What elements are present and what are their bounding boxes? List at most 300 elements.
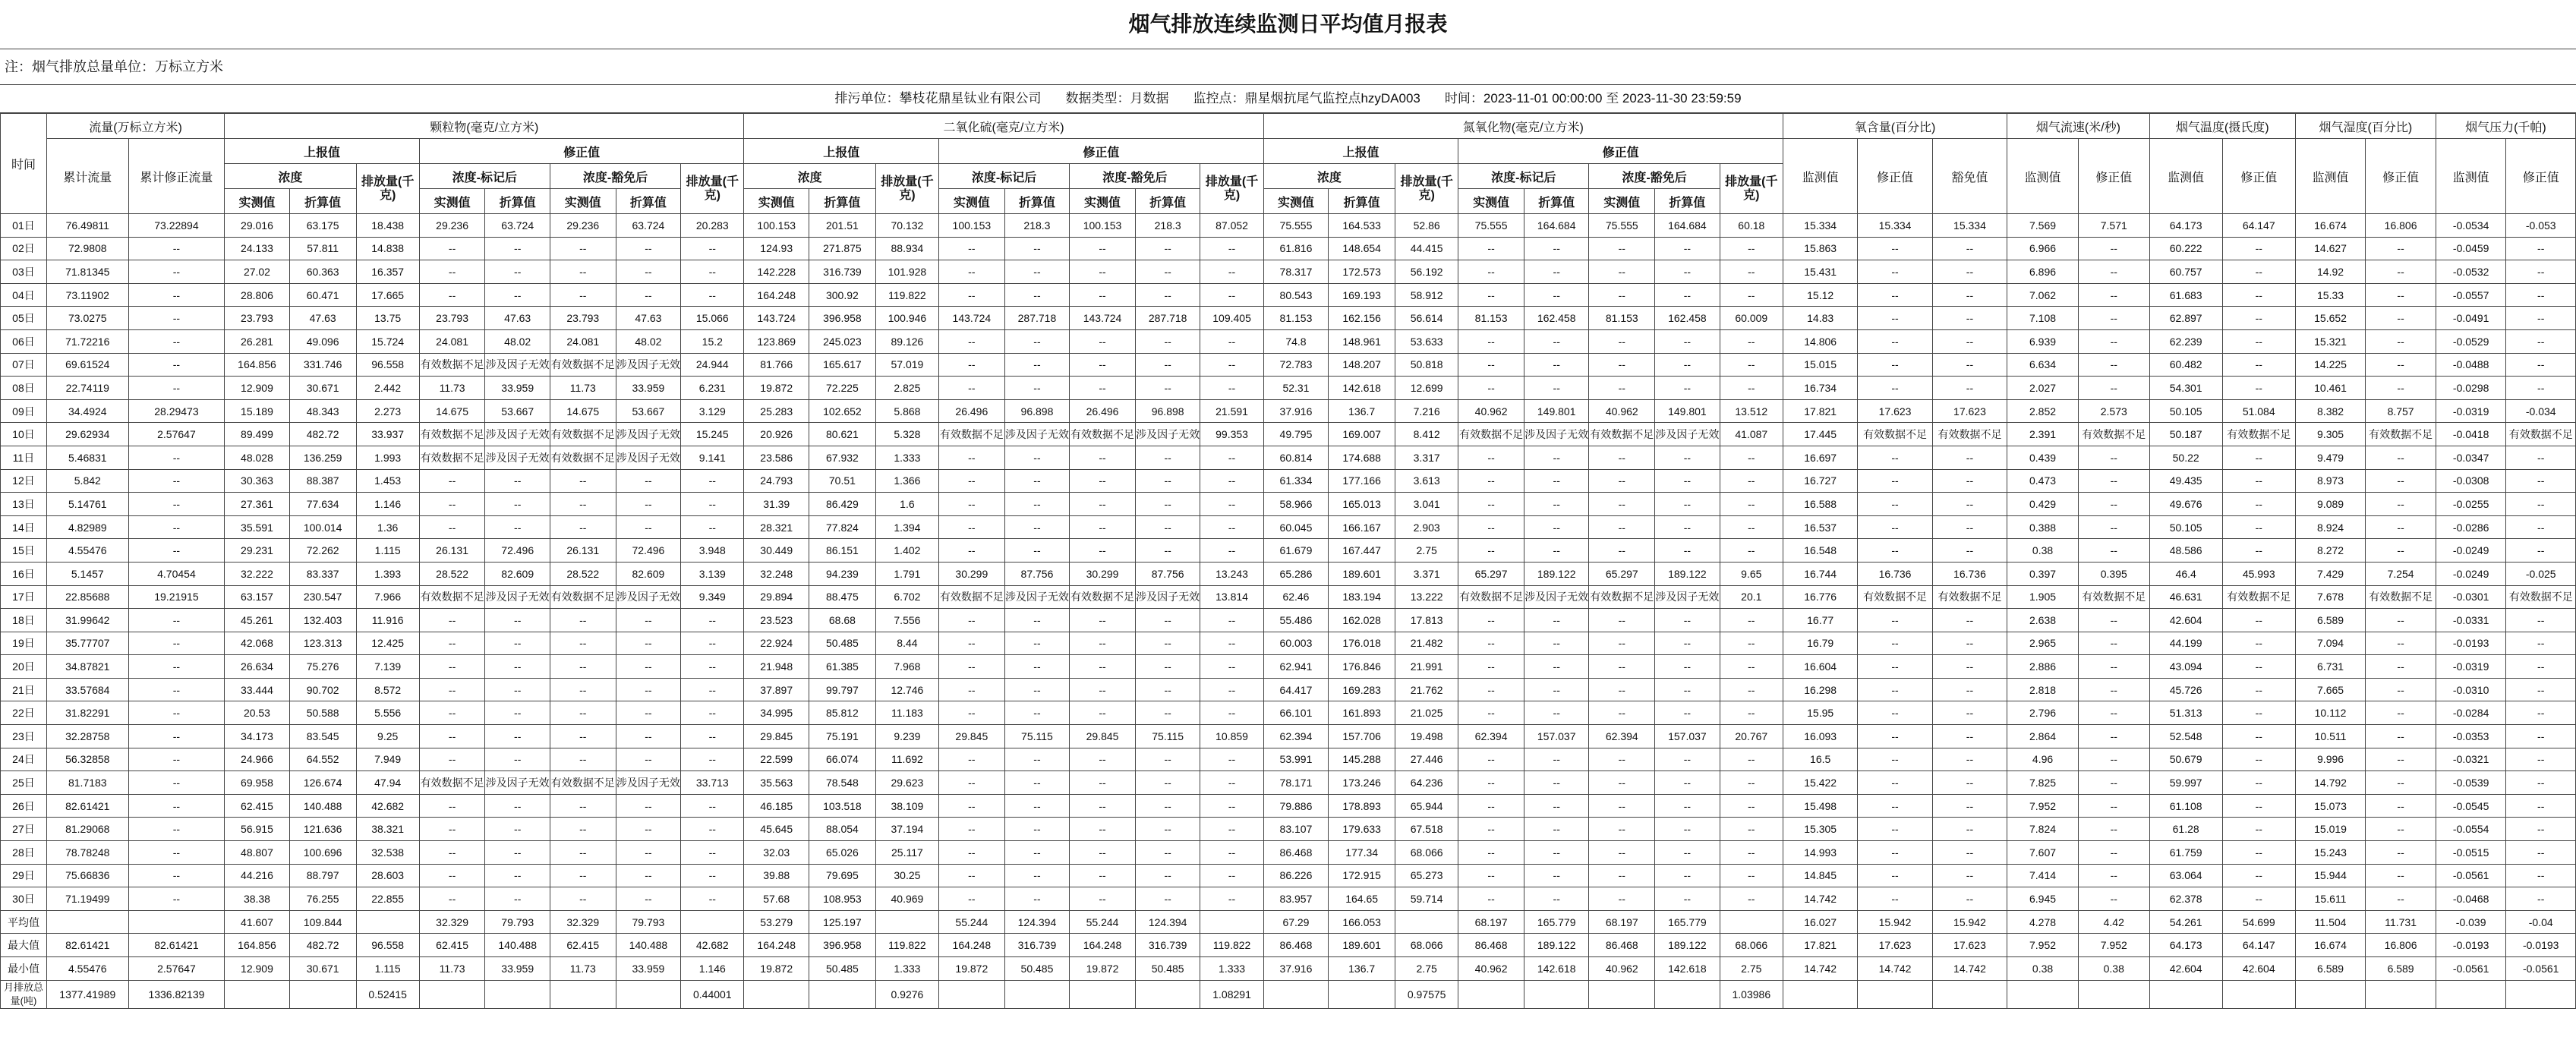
- data-cell: 50.485: [809, 632, 875, 655]
- data-cell: --: [1070, 283, 1136, 307]
- data-cell: --: [1458, 771, 1524, 795]
- data-cell: --: [1458, 446, 1524, 469]
- data-cell: --: [1070, 864, 1136, 887]
- data-cell: 有效数据不足: [1458, 585, 1524, 609]
- data-cell: 30.671: [289, 957, 356, 981]
- data-cell: --: [1070, 818, 1136, 841]
- data-cell: 13.75: [356, 307, 419, 330]
- data-cell: 0.97575: [1395, 980, 1458, 1008]
- data-cell: 71.19499: [46, 887, 128, 911]
- data-cell: 39.88: [744, 864, 809, 887]
- data-cell: --: [1524, 493, 1589, 516]
- data-cell: --: [550, 725, 616, 748]
- data-cell: 164.684: [1524, 214, 1589, 238]
- report-note: 注：烟气排放总量单位：万标立方米: [0, 49, 2576, 85]
- data-cell: 27.361: [225, 493, 290, 516]
- data-cell: -0.0554: [2436, 818, 2506, 841]
- data-cell: --: [1858, 469, 1932, 493]
- data-cell: --: [681, 864, 744, 887]
- data-cell: --: [419, 748, 485, 771]
- data-cell: --: [1070, 887, 1136, 911]
- data-cell: 23.793: [550, 307, 616, 330]
- data-cell: 59.714: [1395, 887, 1458, 911]
- data-cell: 涉及因子无效: [1655, 585, 1720, 609]
- data-cell: 43.094: [2149, 655, 2222, 679]
- data-cell: --: [1655, 632, 1720, 655]
- data-cell: --: [939, 237, 1005, 260]
- data-cell: -0.0249: [2436, 562, 2506, 585]
- data-cell: 42.682: [356, 794, 419, 818]
- data-cell: --: [2506, 701, 2576, 725]
- data-cell: 90.702: [289, 678, 356, 701]
- data-cell: 47.63: [485, 307, 550, 330]
- data-cell: --: [2222, 237, 2295, 260]
- data-cell: 16.604: [1783, 655, 1857, 679]
- data-cell: --: [616, 841, 681, 865]
- data-cell: --: [128, 377, 225, 400]
- data-cell: 7.556: [875, 609, 938, 632]
- data-cell: 12.909: [225, 377, 290, 400]
- data-cell: 有效数据不足: [2506, 585, 2576, 609]
- data-cell: --: [128, 515, 225, 539]
- data-cell: --: [485, 515, 550, 539]
- row-label-cell: 08日: [1, 377, 47, 400]
- data-cell: 14.675: [419, 399, 485, 423]
- table-row: [1, 609, 2576, 632]
- data-cell: 51.084: [2222, 399, 2295, 423]
- data-cell: 7.216: [1395, 399, 1458, 423]
- data-cell: --: [1135, 864, 1200, 887]
- data-cell: --: [2366, 539, 2436, 563]
- data-cell: 123.869: [744, 329, 809, 353]
- data-cell: 23.793: [419, 307, 485, 330]
- data-cell: --: [419, 678, 485, 701]
- data-cell: 15.33: [2295, 283, 2366, 307]
- data-cell: 29.231: [225, 539, 290, 563]
- data-cell: 14.742: [1858, 957, 1932, 981]
- data-cell: 83.545: [289, 725, 356, 748]
- data-cell: 26.131: [419, 539, 485, 563]
- data-cell: 73.22894: [128, 214, 225, 238]
- data-cell: --: [1720, 864, 1783, 887]
- header-so2-emission: 排放量(千克): [875, 164, 938, 214]
- data-cell: 32.538: [356, 841, 419, 865]
- data-cell: 14.845: [1783, 864, 1857, 887]
- data-cell: 19.21915: [128, 585, 225, 609]
- data-cell: --: [2078, 260, 2149, 284]
- data-cell: 32.03: [744, 841, 809, 865]
- data-cell: 49.096: [289, 329, 356, 353]
- data-cell: 47.63: [616, 307, 681, 330]
- data-cell: 78.317: [1263, 260, 1329, 284]
- data-cell: --: [1004, 748, 1070, 771]
- data-cell: 169.193: [1329, 283, 1395, 307]
- header-measured: 实测值: [1070, 189, 1136, 214]
- data-cell: 有效数据不足: [1932, 423, 2007, 446]
- data-cell: 28.29473: [128, 399, 225, 423]
- header-measured: 实测值: [419, 189, 485, 214]
- data-cell: 1.333: [1200, 957, 1263, 981]
- data-cell: --: [485, 237, 550, 260]
- data-cell: 201.51: [809, 214, 875, 238]
- data-cell: 53.633: [1395, 329, 1458, 353]
- data-cell: 5.46831: [46, 446, 128, 469]
- header-oxygen-corr: 修正值: [1858, 139, 1932, 214]
- header-humidity: 烟气湿度(百分比): [2295, 114, 2436, 139]
- data-cell: --: [128, 771, 225, 795]
- data-cell: 4.70454: [128, 562, 225, 585]
- data-cell: 75.276: [289, 655, 356, 679]
- data-cell: 15.321: [2295, 329, 2366, 353]
- data-cell: [1329, 980, 1395, 1008]
- data-cell: --: [550, 887, 616, 911]
- data-cell: --: [1524, 701, 1589, 725]
- row-label-cell: 13日: [1, 493, 47, 516]
- data-cell: 29.845: [1070, 725, 1136, 748]
- data-cell: 174.688: [1329, 446, 1395, 469]
- data-cell: --: [1458, 329, 1524, 353]
- data-cell: --: [1200, 655, 1263, 679]
- data-cell: --: [1524, 446, 1589, 469]
- data-cell: --: [1858, 609, 1932, 632]
- header-so2-reported: 上报值: [744, 139, 939, 164]
- data-cell: 88.797: [289, 864, 356, 887]
- data-cell: --: [1655, 260, 1720, 284]
- data-cell: --: [1135, 515, 1200, 539]
- data-cell: --: [1200, 841, 1263, 865]
- data-cell: 64.552: [289, 748, 356, 771]
- data-cell: 7.968: [875, 655, 938, 679]
- data-cell: --: [1070, 771, 1136, 795]
- data-cell: 109.844: [289, 910, 356, 934]
- data-cell: --: [1524, 353, 1589, 377]
- data-cell: --: [550, 493, 616, 516]
- data-cell: --: [2078, 493, 2149, 516]
- data-cell: --: [1589, 841, 1655, 865]
- data-cell: --: [1200, 493, 1263, 516]
- data-cell: --: [2078, 353, 2149, 377]
- data-cell: 34.995: [744, 701, 809, 725]
- data-cell: 13.243: [1200, 562, 1263, 585]
- data-cell: --: [2222, 818, 2295, 841]
- header-humidity-monitor: 监测值: [2295, 139, 2366, 214]
- data-cell: 37.916: [1263, 957, 1329, 981]
- data-cell: --: [419, 632, 485, 655]
- data-cell: 10.511: [2295, 725, 2366, 748]
- data-cell: 68.197: [1458, 910, 1524, 934]
- data-cell: 96.898: [1135, 399, 1200, 423]
- data-cell: 2.864: [2007, 725, 2079, 748]
- data-cell: 73.0275: [46, 307, 128, 330]
- data-cell: 96.558: [356, 934, 419, 957]
- data-cell: 29.236: [419, 214, 485, 238]
- data-cell: --: [1070, 353, 1136, 377]
- data-cell: --: [2078, 446, 2149, 469]
- data-cell: 44.199: [2149, 632, 2222, 655]
- data-cell: 9.349: [681, 585, 744, 609]
- data-cell: 24.081: [419, 329, 485, 353]
- data-cell: -0.0557: [2436, 283, 2506, 307]
- data-cell: --: [1200, 632, 1263, 655]
- data-cell: 5.328: [875, 423, 938, 446]
- data-cell: --: [1458, 237, 1524, 260]
- data-cell: --: [2366, 678, 2436, 701]
- data-cell: 50.818: [1395, 353, 1458, 377]
- data-cell: 164.248: [744, 934, 809, 957]
- row-label-cell: 30日: [1, 887, 47, 911]
- data-cell: 4.55476: [46, 539, 128, 563]
- data-cell: --: [1932, 283, 2007, 307]
- data-cell: 119.822: [875, 934, 938, 957]
- data-cell: 80.543: [1263, 283, 1329, 307]
- data-cell: 316.739: [809, 260, 875, 284]
- data-cell: 16.744: [1783, 562, 1857, 585]
- data-cell: --: [1720, 701, 1783, 725]
- data-cell: 99.353: [1200, 423, 1263, 446]
- data-cell: --: [1200, 771, 1263, 795]
- row-label-cell: 01日: [1, 214, 47, 238]
- data-cell: 有效数据不足: [2366, 423, 2436, 446]
- data-cell: [225, 980, 290, 1008]
- header-temperature-corr: 修正值: [2222, 139, 2295, 214]
- data-cell: --: [419, 818, 485, 841]
- data-cell: 142.618: [1655, 957, 1720, 981]
- data-cell: 121.636: [289, 818, 356, 841]
- data-cell: 148.654: [1329, 237, 1395, 260]
- data-cell: 65.026: [809, 841, 875, 865]
- data-cell: --: [419, 725, 485, 748]
- data-cell: --: [2506, 237, 2576, 260]
- data-cell: 145.288: [1329, 748, 1395, 771]
- data-cell: 108.953: [809, 887, 875, 911]
- data-cell: 15.073: [2295, 794, 2366, 818]
- data-cell: 11.73: [419, 957, 485, 981]
- data-cell: 35.563: [744, 771, 809, 795]
- data-cell: --: [1589, 771, 1655, 795]
- data-cell: --: [2222, 446, 2295, 469]
- data-cell: 17.813: [1395, 609, 1458, 632]
- data-cell: 162.028: [1329, 609, 1395, 632]
- data-cell: --: [2366, 329, 2436, 353]
- data-cell: --: [681, 609, 744, 632]
- data-type-label: 数据类型：月数据: [1065, 91, 1169, 106]
- header-converted: 折算值: [1135, 189, 1200, 214]
- data-cell: 148.961: [1329, 329, 1395, 353]
- data-cell: 136.7: [1329, 957, 1395, 981]
- data-cell: --: [616, 283, 681, 307]
- data-cell: --: [2222, 794, 2295, 818]
- data-cell: --: [1200, 260, 1263, 284]
- row-label-cell: 最大值: [1, 934, 47, 957]
- data-cell: 16.5: [1783, 748, 1857, 771]
- header-oxygen-monitor: 监测值: [1783, 139, 1857, 214]
- data-cell: 15.015: [1783, 353, 1857, 377]
- data-cell: --: [1458, 260, 1524, 284]
- data-cell: 178.893: [1329, 794, 1395, 818]
- data-cell: 1.146: [681, 957, 744, 981]
- data-cell: --: [1589, 283, 1655, 307]
- row-label-cell: 24日: [1, 748, 47, 771]
- data-cell: 0.429: [2007, 493, 2079, 516]
- data-cell: --: [1932, 655, 2007, 679]
- data-cell: --: [2366, 701, 2436, 725]
- data-cell: --: [1135, 539, 1200, 563]
- data-cell: 15.95: [1783, 701, 1857, 725]
- data-cell: --: [419, 887, 485, 911]
- data-cell: 50.22: [2149, 446, 2222, 469]
- data-cell: 21.948: [744, 655, 809, 679]
- data-cell: 29.62934: [46, 423, 128, 446]
- row-label-cell: 17日: [1, 585, 47, 609]
- data-cell: 45.993: [2222, 562, 2295, 585]
- data-cell: 81.766: [744, 353, 809, 377]
- row-label-cell: 03日: [1, 260, 47, 284]
- data-cell: --: [1589, 539, 1655, 563]
- data-cell: 有效数据不足: [419, 585, 485, 609]
- data-cell: 涉及因子无效: [1004, 423, 1070, 446]
- data-cell: 81.29068: [46, 818, 128, 841]
- data-cell: --: [1070, 446, 1136, 469]
- data-cell: --: [616, 794, 681, 818]
- data-cell: --: [1655, 469, 1720, 493]
- data-cell: 8.924: [2295, 515, 2366, 539]
- data-cell: 15.724: [356, 329, 419, 353]
- data-cell: 20.1: [1720, 585, 1783, 609]
- data-cell: --: [1720, 469, 1783, 493]
- table-row: [1, 934, 2576, 957]
- data-cell: --: [1135, 283, 1200, 307]
- data-cell: --: [1458, 841, 1524, 865]
- data-cell: --: [616, 632, 681, 655]
- data-cell: 1.36: [356, 515, 419, 539]
- header-converted: 折算值: [485, 189, 550, 214]
- company-label: 排污单位：攀枝花鼎星钛业有限公司: [834, 91, 1042, 106]
- data-cell: 86.468: [1458, 934, 1524, 957]
- data-cell: --: [2366, 283, 2436, 307]
- row-label-cell: 16日: [1, 562, 47, 585]
- data-cell: --: [1458, 377, 1524, 400]
- data-cell: 11.731: [2366, 910, 2436, 934]
- data-cell: 9.65: [1720, 562, 1783, 585]
- data-cell: --: [1720, 887, 1783, 911]
- data-cell: --: [1720, 771, 1783, 795]
- data-cell: 15.611: [2295, 887, 2366, 911]
- data-cell: --: [1135, 493, 1200, 516]
- data-cell: 30.671: [289, 377, 356, 400]
- data-cell: --: [485, 841, 550, 865]
- data-cell: --: [2366, 353, 2436, 377]
- row-label-cell: 23日: [1, 725, 47, 748]
- data-cell: 62.378: [2149, 887, 2222, 911]
- data-cell: --: [616, 678, 681, 701]
- data-cell: [2295, 980, 2366, 1008]
- data-cell: 70.132: [875, 214, 938, 238]
- data-cell: --: [1200, 446, 1263, 469]
- data-cell: 1.03986: [1720, 980, 1783, 1008]
- data-cell: --: [1135, 353, 1200, 377]
- data-cell: 涉及因子无效: [1655, 423, 1720, 446]
- data-cell: 56.614: [1395, 307, 1458, 330]
- data-cell: 有效数据不足: [939, 423, 1005, 446]
- data-cell: 42.068: [225, 632, 290, 655]
- data-cell: --: [681, 632, 744, 655]
- data-cell: --: [1932, 493, 2007, 516]
- header-pm-conc-marked: 浓度-标记后: [419, 164, 550, 189]
- data-cell: 2.965: [2007, 632, 2079, 655]
- data-cell: --: [1458, 353, 1524, 377]
- data-cell: 有效数据不足: [2078, 423, 2149, 446]
- data-cell: --: [1720, 818, 1783, 841]
- data-cell: --: [1458, 515, 1524, 539]
- data-cell: [419, 980, 485, 1008]
- data-cell: --: [1135, 260, 1200, 284]
- data-cell: 有效数据不足: [550, 585, 616, 609]
- data-cell: --: [1070, 539, 1136, 563]
- data-cell: 15.2: [681, 329, 744, 353]
- table-row: [1, 864, 2576, 887]
- data-cell: --: [2366, 237, 2436, 260]
- data-cell: 32.222: [225, 562, 290, 585]
- data-cell: [616, 980, 681, 1008]
- data-cell: 7.949: [356, 748, 419, 771]
- data-cell: 53.991: [1263, 748, 1329, 771]
- data-cell: --: [939, 609, 1005, 632]
- data-cell: 7.108: [2007, 307, 2079, 330]
- data-cell: --: [419, 841, 485, 865]
- data-cell: 33.713: [681, 771, 744, 795]
- data-cell: --: [681, 818, 744, 841]
- data-cell: 41.087: [1720, 423, 1783, 446]
- data-cell: 44.216: [225, 864, 290, 887]
- data-cell: 71.72216: [46, 329, 128, 353]
- data-cell: 61.28: [2149, 818, 2222, 841]
- header-flow-cum: 累计流量: [46, 139, 128, 214]
- data-cell: --: [681, 701, 744, 725]
- data-cell: --: [1070, 609, 1136, 632]
- data-cell: [2007, 980, 2079, 1008]
- data-cell: 482.72: [289, 423, 356, 446]
- data-cell: 109.405: [1200, 307, 1263, 330]
- data-cell: 179.633: [1329, 818, 1395, 841]
- header-nox-reported: 上报值: [1263, 139, 1458, 164]
- data-cell: 38.109: [875, 794, 938, 818]
- data-cell: --: [1655, 609, 1720, 632]
- data-cell: 83.337: [289, 562, 356, 585]
- data-cell: 16.093: [1783, 725, 1857, 748]
- data-cell: --: [1720, 260, 1783, 284]
- data-cell: --: [2506, 493, 2576, 516]
- data-cell: 6.945: [2007, 887, 2079, 911]
- data-cell: --: [550, 748, 616, 771]
- data-cell: 2.75: [1720, 957, 1783, 981]
- data-cell: 15.334: [1932, 214, 2007, 238]
- data-cell: -0.0193: [2436, 934, 2506, 957]
- data-cell: 42.604: [2222, 957, 2295, 981]
- data-cell: 1.791: [875, 562, 938, 585]
- data-cell: --: [1135, 329, 1200, 353]
- data-cell: 9.25: [356, 725, 419, 748]
- data-cell: 2.573: [2078, 399, 2149, 423]
- data-cell: --: [1720, 329, 1783, 353]
- table-row: [1, 818, 2576, 841]
- data-cell: --: [1070, 515, 1136, 539]
- table-row: [1, 562, 2576, 585]
- time-range-label: 时间：2023-11-01 00:00:00 至 2023-11-30 23:59:59: [1444, 91, 1742, 106]
- data-cell: -0.04: [2506, 910, 2576, 934]
- data-cell: 30.363: [225, 469, 290, 493]
- data-cell: 6.731: [2295, 655, 2366, 679]
- data-cell: 73.11902: [46, 283, 128, 307]
